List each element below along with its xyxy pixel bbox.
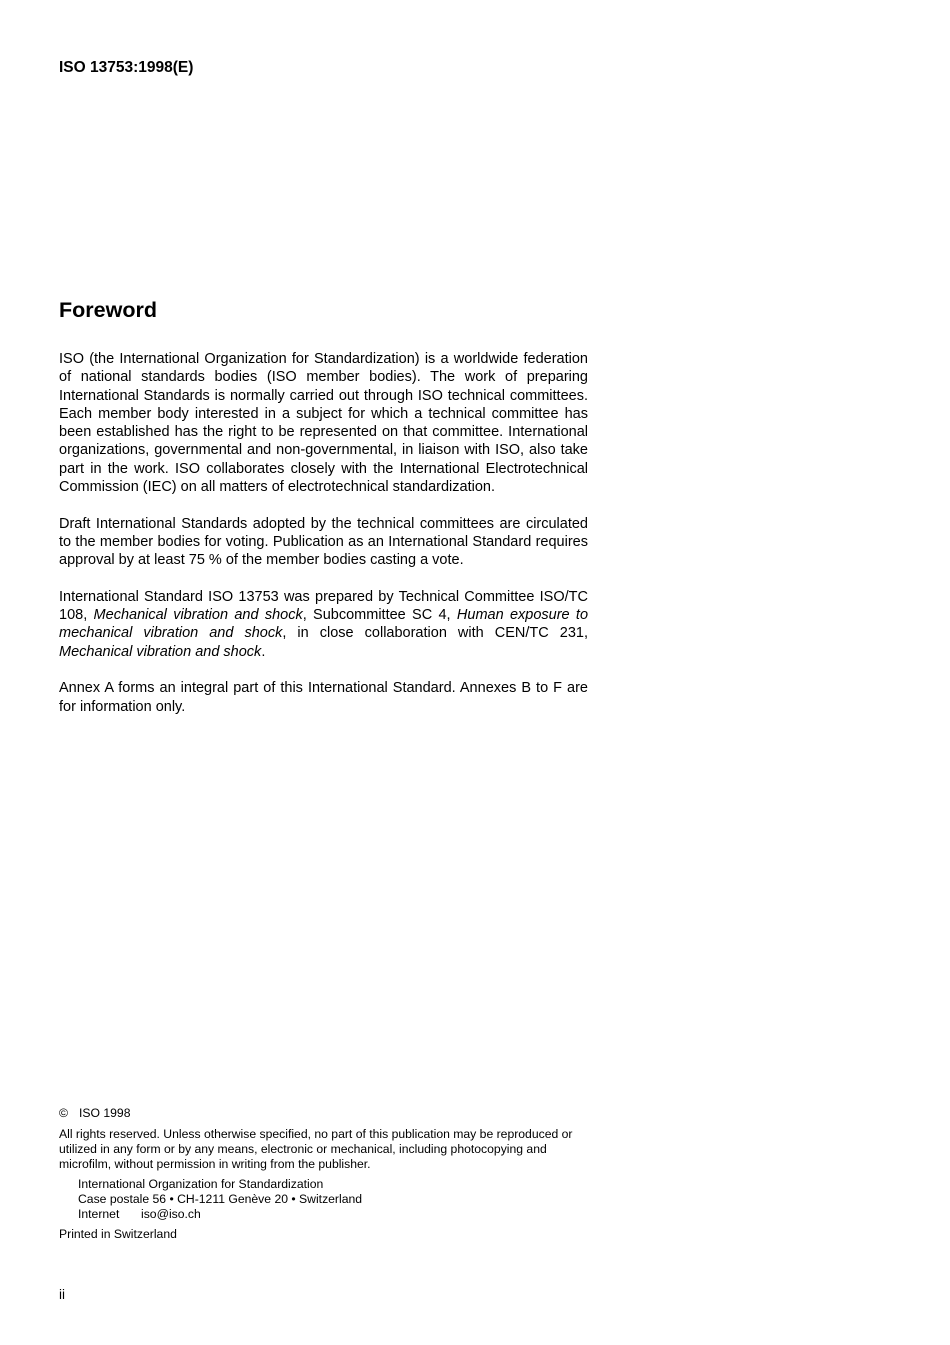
italic-subcommittee-title: Human exposure to mechanical vibration and shock [59,607,589,642]
copyright-line [59,1106,589,1121]
internet-label: Internet [78,1207,120,1221]
text-segment: . [261,643,266,660]
rights-statement: All rights reserved. Unless otherwise specified, no part of this publication may be reproduced or utilized in any form or by any means, electronic or mechanical, including photocopying and microfilm, without permission in writing from the publisher. [59,1127,573,1171]
publisher-address [78,1177,589,1222]
text-segment: , Subcommittee SC 4, [302,607,457,624]
page-title: Foreword [59,298,157,322]
internet-email: iso@iso.ch [141,1207,201,1221]
page-number: ii [59,1287,65,1302]
paragraph-2: Draft International Standards adopted by the technical committees are circulated to the member bodies for voting. Publication as an International Standard requires approval by at least 75 % of the member bodies casting a vote. [59,515,588,569]
text-segment: International Standard ISO 13753 was prepared by Technical Committee ISO/TC 108, [59,588,588,624]
copyright-footer [59,1106,589,1242]
internet-line [78,1207,589,1222]
paragraph-4: Annex A forms an integral part of this International Standard. Annexes B to F are for information only. [59,680,588,715]
italic-committee-title: Mechanical vibration and shock [93,607,303,624]
postal-address: Case postale 56 • CH-1211 Genève 20 • Switzerland [78,1192,363,1206]
italic-cen-title: Mechanical vibration and shock [59,643,262,660]
copyright-icon: © [59,1106,68,1120]
document-id: ISO 13753:1998(E) [59,59,194,76]
paragraph-3 [59,588,588,661]
paragraph-1: ISO (the International Organization for Standardization) is a worldwide federation of national standards bodies (ISO member bodies). The work of preparing International Standards is normally carried out through ISO technical committees. Each member body interested in a subject for which a technical committee has been established has the right to be represented on that committee. International organizations, governmental and non-governmental, in liaison with ISO, also take part in the work. ISO collaborates closely with the International Electrotechnical Commission (IEC) on all matters of electrotechnical standardization. [59,351,588,496]
org-name: International Organization for Standardization [78,1177,324,1191]
text-segment: , in close collaboration with CEN/TC 231, [282,625,588,642]
foreword-body [59,350,588,734]
copyright-text: ISO 1998 [79,1106,131,1120]
printed-location: Printed in Switzerland [59,1227,177,1241]
